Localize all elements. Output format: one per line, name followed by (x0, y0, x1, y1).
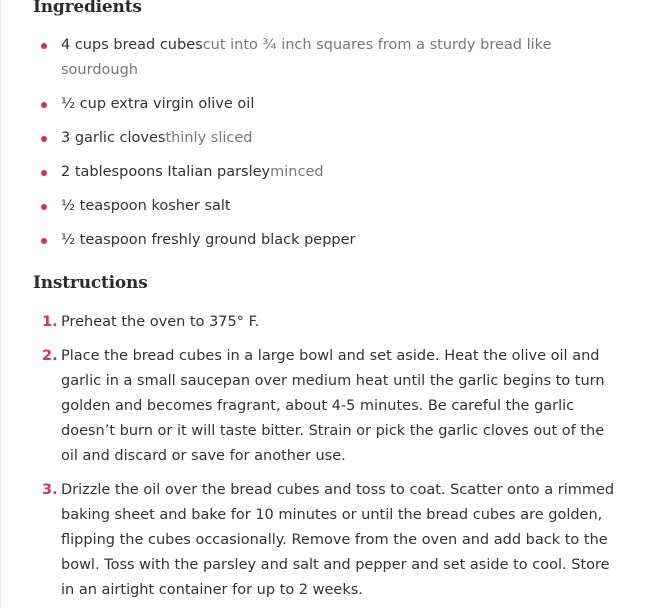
ingredient-item (1, 160, 621, 185)
bullet-icon (41, 136, 47, 142)
instructions-heading: Instructions (33, 273, 148, 293)
ingredients-list (1, 33, 621, 262)
instruction-step (1, 478, 621, 603)
instruction-step (1, 344, 621, 469)
ingredient-note: thinly sliced (165, 130, 253, 146)
step-text: Place the bread cubes in a large bowl and set aside. Heat the olive oil and garlic in a small saucepan over medium heat until the garlic begins to turn golden and becomes fragrant, about 4-5 minutes. Be careful the garlic doesn’t burn or it will taste bitter. Strain or pick the garlic cloves out of the oil and discard or save for another use. (61, 348, 605, 464)
ingredient-note: cut into ¾ inch squares from a sturdy bread like sourdough (61, 37, 552, 78)
bullet-icon (41, 204, 47, 210)
ingredient-name: 3 garlic cloves (61, 130, 166, 146)
bullet-icon (41, 102, 47, 108)
step-number: 3. (42, 482, 58, 498)
ingredient-note: minced (270, 164, 324, 180)
bullet-icon (41, 170, 47, 176)
instructions-list (1, 310, 621, 612)
step-number: 2. (42, 348, 58, 364)
ingredient-item (1, 92, 621, 117)
step-text: Drizzle the oil over the bread cubes and toss to coat. Scatter onto a rimmed baking sheet and bake for 10 minutes or until the bread cubes are golden, flipping the cubes occasionally. Remove from the oven and add back to the bowl. Toss with the parsley and salt and pepper and set aside to cool. Store in an airtight container for up to 2 weeks. (61, 482, 615, 598)
step-text: Preheat the oven to 375° F. (61, 314, 260, 330)
ingredient-name: ½ cup extra virgin olive oil (61, 96, 255, 112)
ingredient-item (1, 126, 621, 151)
ingredient-item (1, 194, 621, 219)
instruction-step (1, 310, 621, 335)
ingredients-heading: Ingredients (33, 0, 142, 17)
ingredient-item (1, 228, 621, 253)
ingredient-name: 4 cups bread cubes (61, 37, 203, 53)
bullet-icon (41, 238, 47, 244)
step-number: 1. (42, 314, 58, 330)
ingredient-name: ½ teaspoon kosher salt (61, 198, 231, 214)
bullet-icon (41, 43, 47, 49)
ingredient-name: ½ teaspoon freshly ground black pepper (61, 232, 356, 248)
ingredient-item (1, 33, 621, 83)
ingredient-name: 2 tablespoons Italian parsley (61, 164, 271, 180)
